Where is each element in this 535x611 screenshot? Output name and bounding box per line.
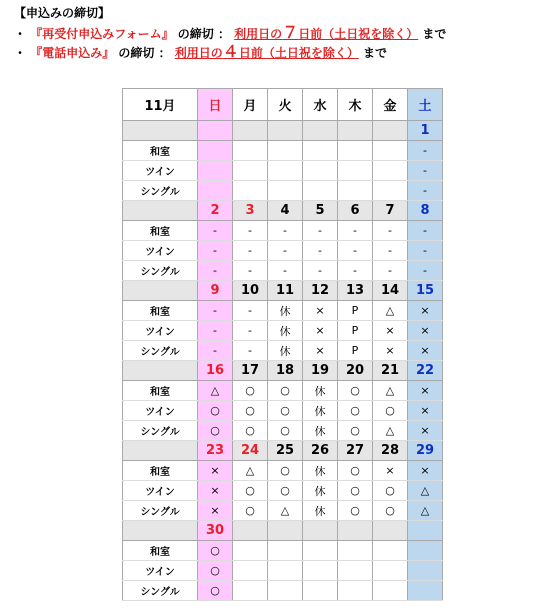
bullet: ・ bbox=[14, 27, 27, 41]
room-type-label: シングル bbox=[123, 341, 198, 361]
availability-cell: 休 bbox=[303, 421, 338, 441]
availability-cell: - bbox=[338, 261, 373, 281]
availability-cell: × bbox=[408, 301, 443, 321]
availability-cell: × bbox=[303, 321, 338, 341]
date-cell: 22 bbox=[408, 361, 443, 381]
availability-cell: - bbox=[233, 221, 268, 241]
room-row bbox=[123, 261, 443, 281]
availability-cell: ○ bbox=[338, 481, 373, 501]
availability-cell: ○ bbox=[373, 481, 408, 501]
availability-cell bbox=[338, 581, 373, 601]
date-cell: 10 bbox=[233, 281, 268, 301]
availability-cell bbox=[233, 181, 268, 201]
date-cell: 16 bbox=[198, 361, 233, 381]
deadline-label: の締切 ： bbox=[177, 27, 230, 41]
availability-cell: ○ bbox=[233, 481, 268, 501]
date-row bbox=[123, 121, 443, 141]
availability-cell: 休 bbox=[303, 481, 338, 501]
room-type-label: シングル bbox=[123, 501, 198, 521]
availability-cell: ○ bbox=[338, 501, 373, 521]
availability-cell: × bbox=[303, 341, 338, 361]
date-cell: 6 bbox=[338, 201, 373, 221]
availability-cell bbox=[373, 541, 408, 561]
availability-cell: - bbox=[408, 221, 443, 241]
room-type-label: 和室 bbox=[123, 141, 198, 161]
date-cell bbox=[268, 121, 303, 141]
rule-prefix: 利用日の bbox=[234, 27, 283, 41]
date-row bbox=[123, 521, 443, 541]
phone-name: 『電話申込み』 bbox=[30, 46, 115, 60]
room-row bbox=[123, 481, 443, 501]
date-cell: 17 bbox=[233, 361, 268, 381]
availability-cell: × bbox=[408, 401, 443, 421]
room-row bbox=[123, 421, 443, 441]
availability-cell bbox=[303, 141, 338, 161]
date-cell: 23 bbox=[198, 441, 233, 461]
date-cell bbox=[268, 521, 303, 541]
date-cell: 24 bbox=[233, 441, 268, 461]
availability-cell: ○ bbox=[198, 421, 233, 441]
availability-cell bbox=[408, 541, 443, 561]
availability-cell: - bbox=[373, 221, 408, 241]
availability-cell: △ bbox=[373, 301, 408, 321]
availability-cell bbox=[268, 181, 303, 201]
room-row bbox=[123, 501, 443, 521]
availability-cell: × bbox=[373, 321, 408, 341]
date-cell: 26 bbox=[303, 441, 338, 461]
date-cell bbox=[233, 521, 268, 541]
date-cell: 29 bbox=[408, 441, 443, 461]
room-row bbox=[123, 581, 443, 601]
room-type-label: シングル bbox=[123, 581, 198, 601]
availability-cell: △ bbox=[373, 421, 408, 441]
rule-suffix: 日前（土日祝を除く） bbox=[298, 27, 419, 41]
date-cell: 3 bbox=[233, 201, 268, 221]
availability-cell bbox=[338, 541, 373, 561]
deadline-rule bbox=[174, 42, 359, 61]
availability-cell bbox=[198, 161, 233, 181]
availability-cell bbox=[373, 161, 408, 181]
room-type-label: 和室 bbox=[123, 541, 198, 561]
date-row bbox=[123, 201, 443, 221]
room-type-label: ツイン bbox=[123, 161, 198, 181]
date-row-label bbox=[123, 121, 198, 141]
availability-cell bbox=[233, 161, 268, 181]
availability-cell: × bbox=[408, 321, 443, 341]
date-cell: 27 bbox=[338, 441, 373, 461]
availability-cell: - bbox=[198, 261, 233, 281]
date-cell bbox=[408, 521, 443, 541]
availability-cell bbox=[338, 161, 373, 181]
availability-calendar bbox=[122, 88, 443, 601]
date-row-label bbox=[123, 281, 198, 301]
availability-cell: - bbox=[373, 241, 408, 261]
deadline-notice bbox=[14, 4, 446, 61]
date-cell: 18 bbox=[268, 361, 303, 381]
room-type-label: シングル bbox=[123, 421, 198, 441]
availability-cell bbox=[268, 161, 303, 181]
deadline-tail: まで bbox=[363, 46, 388, 60]
availability-cell: - bbox=[268, 261, 303, 281]
availability-cell: × bbox=[408, 461, 443, 481]
availability-cell bbox=[373, 581, 408, 601]
availability-cell: - bbox=[268, 221, 303, 241]
availability-cell: ○ bbox=[338, 381, 373, 401]
date-cell bbox=[338, 121, 373, 141]
availability-cell: - bbox=[233, 321, 268, 341]
availability-cell bbox=[233, 141, 268, 161]
availability-cell: × bbox=[198, 481, 233, 501]
date-row-label bbox=[123, 441, 198, 461]
availability-cell: - bbox=[198, 341, 233, 361]
availability-cell bbox=[303, 561, 338, 581]
availability-cell: ○ bbox=[338, 461, 373, 481]
weekday-header: 水 bbox=[303, 89, 338, 121]
date-cell bbox=[233, 121, 268, 141]
room-row bbox=[123, 461, 443, 481]
availability-cell: - bbox=[233, 301, 268, 321]
availability-cell: △ bbox=[408, 501, 443, 521]
room-type-label: ツイン bbox=[123, 321, 198, 341]
availability-cell bbox=[373, 561, 408, 581]
room-row bbox=[123, 321, 443, 341]
availability-cell: - bbox=[408, 261, 443, 281]
availability-cell: △ bbox=[373, 381, 408, 401]
availability-cell bbox=[338, 181, 373, 201]
availability-cell: - bbox=[198, 301, 233, 321]
availability-cell: - bbox=[373, 261, 408, 281]
availability-cell: - bbox=[303, 261, 338, 281]
availability-cell: ○ bbox=[233, 381, 268, 401]
date-cell bbox=[373, 521, 408, 541]
date-cell: 4 bbox=[268, 201, 303, 221]
availability-cell: ○ bbox=[198, 401, 233, 421]
availability-cell: × bbox=[408, 421, 443, 441]
room-row bbox=[123, 341, 443, 361]
date-cell bbox=[303, 521, 338, 541]
rule-suffix: 日前（土日祝を除く） bbox=[238, 46, 359, 60]
room-type-label: シングル bbox=[123, 261, 198, 281]
date-cell: 28 bbox=[373, 441, 408, 461]
availability-cell: △ bbox=[268, 501, 303, 521]
date-row bbox=[123, 441, 443, 461]
availability-cell: × bbox=[373, 341, 408, 361]
availability-cell: - bbox=[408, 181, 443, 201]
availability-cell bbox=[233, 581, 268, 601]
availability-cell bbox=[268, 561, 303, 581]
availability-cell: 休 bbox=[268, 301, 303, 321]
date-cell: 9 bbox=[198, 281, 233, 301]
availability-cell bbox=[233, 541, 268, 561]
weekday-header-row bbox=[123, 89, 443, 121]
availability-cell: ○ bbox=[268, 401, 303, 421]
availability-cell: × bbox=[303, 301, 338, 321]
availability-cell: ○ bbox=[338, 401, 373, 421]
availability-cell: - bbox=[233, 261, 268, 281]
availability-cell: ○ bbox=[233, 501, 268, 521]
room-type-label: シングル bbox=[123, 181, 198, 201]
availability-cell: - bbox=[408, 241, 443, 261]
weekday-header: 金 bbox=[373, 89, 408, 121]
date-cell: 15 bbox=[408, 281, 443, 301]
date-cell: 11 bbox=[268, 281, 303, 301]
date-cell: 21 bbox=[373, 361, 408, 381]
date-cell: 14 bbox=[373, 281, 408, 301]
availability-cell: - bbox=[303, 241, 338, 261]
availability-cell: ○ bbox=[338, 421, 373, 441]
availability-cell: ○ bbox=[373, 501, 408, 521]
room-type-label: ツイン bbox=[123, 481, 198, 501]
room-type-label: ツイン bbox=[123, 401, 198, 421]
room-row bbox=[123, 301, 443, 321]
availability-cell bbox=[233, 561, 268, 581]
weekday-header: 日 bbox=[198, 89, 233, 121]
room-type-label: 和室 bbox=[123, 381, 198, 401]
availability-cell bbox=[373, 141, 408, 161]
weekday-header: 火 bbox=[268, 89, 303, 121]
room-row bbox=[123, 561, 443, 581]
availability-cell: × bbox=[408, 381, 443, 401]
date-row-label bbox=[123, 521, 198, 541]
availability-cell bbox=[408, 561, 443, 581]
date-cell: 19 bbox=[303, 361, 338, 381]
availability-cell bbox=[303, 581, 338, 601]
availability-cell: P bbox=[338, 321, 373, 341]
availability-cell: - bbox=[408, 141, 443, 161]
date-cell: 12 bbox=[303, 281, 338, 301]
availability-cell: ○ bbox=[198, 541, 233, 561]
date-row-label bbox=[123, 201, 198, 221]
deadline-label: の締切 ： bbox=[118, 46, 171, 60]
room-type-label: ツイン bbox=[123, 561, 198, 581]
availability-cell bbox=[303, 161, 338, 181]
availability-cell: - bbox=[198, 221, 233, 241]
availability-cell: - bbox=[198, 241, 233, 261]
date-row bbox=[123, 281, 443, 301]
room-type-label: 和室 bbox=[123, 301, 198, 321]
availability-cell: 休 bbox=[268, 341, 303, 361]
weekday-header: 木 bbox=[338, 89, 373, 121]
availability-cell bbox=[303, 181, 338, 201]
availability-cell bbox=[268, 581, 303, 601]
availability-cell bbox=[338, 141, 373, 161]
availability-cell: × bbox=[198, 461, 233, 481]
availability-cell bbox=[198, 141, 233, 161]
availability-cell: ○ bbox=[198, 581, 233, 601]
date-cell: 5 bbox=[303, 201, 338, 221]
weekday-header: 土 bbox=[408, 89, 443, 121]
availability-cell: × bbox=[198, 501, 233, 521]
deadline-rule bbox=[234, 23, 419, 42]
date-cell: 7 bbox=[373, 201, 408, 221]
availability-cell: ○ bbox=[233, 401, 268, 421]
availability-cell: ○ bbox=[268, 421, 303, 441]
room-type-label: 和室 bbox=[123, 221, 198, 241]
availability-cell: - bbox=[233, 241, 268, 261]
availability-cell: ○ bbox=[268, 481, 303, 501]
availability-cell: 休 bbox=[303, 461, 338, 481]
room-row bbox=[123, 181, 443, 201]
availability-cell: ○ bbox=[233, 421, 268, 441]
availability-cell bbox=[373, 181, 408, 201]
room-type-label: ツイン bbox=[123, 241, 198, 261]
rule-days: ７ bbox=[282, 23, 299, 42]
availability-cell: △ bbox=[233, 461, 268, 481]
availability-cell: - bbox=[338, 221, 373, 241]
availability-cell: 休 bbox=[303, 501, 338, 521]
availability-cell: 休 bbox=[268, 321, 303, 341]
weekday-header: 月 bbox=[233, 89, 268, 121]
availability-cell: P bbox=[338, 341, 373, 361]
availability-cell bbox=[268, 141, 303, 161]
date-row-label bbox=[123, 361, 198, 381]
availability-cell: - bbox=[268, 241, 303, 261]
room-row bbox=[123, 141, 443, 161]
notice-line-phone bbox=[14, 42, 446, 61]
availability-cell bbox=[408, 581, 443, 601]
availability-cell: 休 bbox=[303, 401, 338, 421]
availability-cell: P bbox=[338, 301, 373, 321]
date-cell: 8 bbox=[408, 201, 443, 221]
availability-cell: × bbox=[408, 341, 443, 361]
availability-cell: ○ bbox=[268, 461, 303, 481]
notice-title: 【申込みの締切】 bbox=[14, 6, 111, 20]
rule-prefix: 利用日の bbox=[174, 46, 223, 60]
date-cell: 20 bbox=[338, 361, 373, 381]
availability-cell: △ bbox=[408, 481, 443, 501]
availability-cell: - bbox=[198, 321, 233, 341]
deadline-tail: まで bbox=[422, 27, 447, 41]
availability-cell: - bbox=[338, 241, 373, 261]
rule-days: ４ bbox=[222, 42, 239, 61]
room-row bbox=[123, 401, 443, 421]
month-label: 11月 bbox=[123, 89, 198, 121]
availability-cell: - bbox=[303, 221, 338, 241]
bullet: ・ bbox=[14, 46, 27, 60]
availability-cell: × bbox=[373, 461, 408, 481]
availability-cell: - bbox=[408, 161, 443, 181]
availability-cell: 休 bbox=[303, 381, 338, 401]
availability-cell: △ bbox=[198, 381, 233, 401]
availability-cell: - bbox=[233, 341, 268, 361]
availability-cell bbox=[198, 181, 233, 201]
room-row bbox=[123, 221, 443, 241]
form-name: 『再受付申込みフォーム』 bbox=[30, 27, 174, 41]
availability-cell: ○ bbox=[198, 561, 233, 581]
date-cell bbox=[303, 121, 338, 141]
room-row bbox=[123, 541, 443, 561]
availability-cell bbox=[268, 541, 303, 561]
notice-line-form bbox=[14, 23, 446, 42]
room-row bbox=[123, 381, 443, 401]
room-row bbox=[123, 241, 443, 261]
availability-cell bbox=[303, 541, 338, 561]
date-cell: 25 bbox=[268, 441, 303, 461]
date-cell bbox=[338, 521, 373, 541]
date-row bbox=[123, 361, 443, 381]
date-cell bbox=[373, 121, 408, 141]
availability-cell bbox=[338, 561, 373, 581]
date-cell: 2 bbox=[198, 201, 233, 221]
date-cell bbox=[198, 121, 233, 141]
room-type-label: 和室 bbox=[123, 461, 198, 481]
availability-cell: ○ bbox=[373, 401, 408, 421]
date-cell: 1 bbox=[408, 121, 443, 141]
availability-cell: ○ bbox=[268, 381, 303, 401]
room-row bbox=[123, 161, 443, 181]
date-cell: 13 bbox=[338, 281, 373, 301]
date-cell: 30 bbox=[198, 521, 233, 541]
